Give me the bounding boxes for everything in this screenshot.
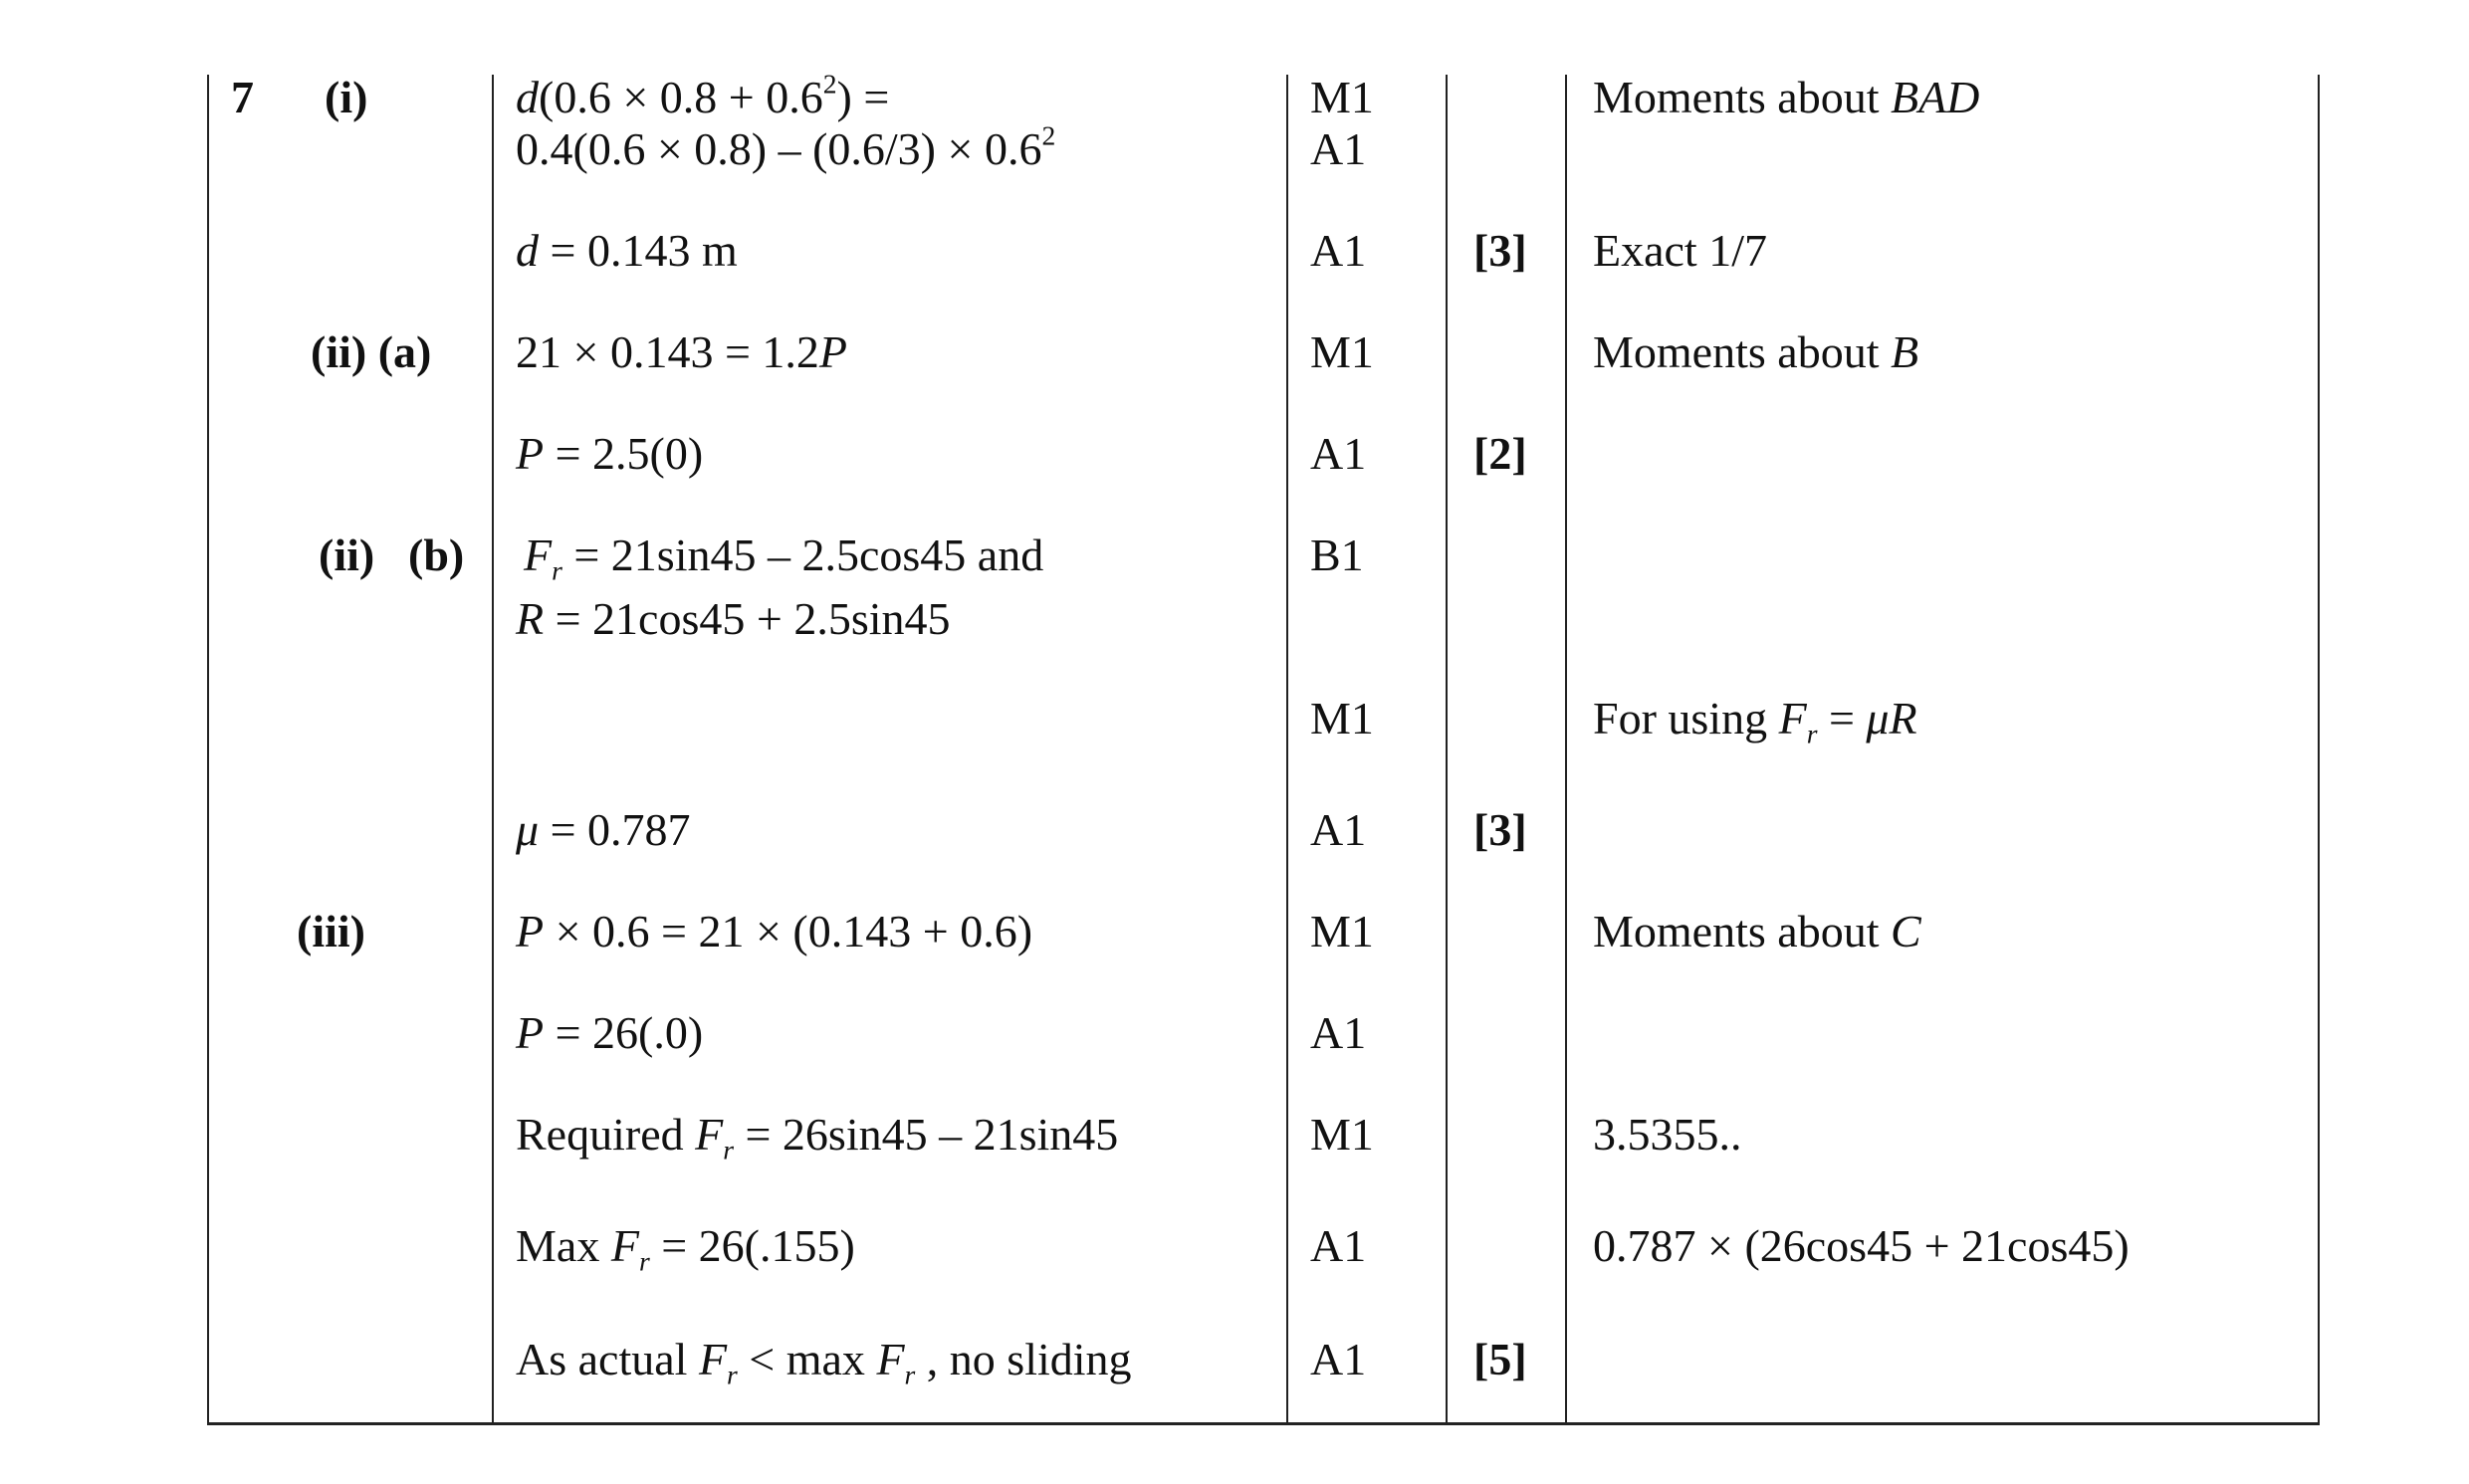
math-expression: = 0.787 bbox=[539, 804, 691, 855]
guidance-note bbox=[1593, 693, 1917, 749]
working-line bbox=[516, 1109, 1119, 1166]
column-divider-working bbox=[492, 75, 494, 1423]
math-expression: ) = bbox=[836, 72, 890, 122]
math-variable: P bbox=[516, 428, 545, 479]
note-text: = bbox=[1817, 693, 1867, 743]
mark-code: A1 bbox=[1310, 123, 1367, 174]
mark-code: A1 bbox=[1310, 225, 1367, 276]
mark-code: B1 bbox=[1310, 530, 1364, 580]
part-label-ii-a: (ii) (a) bbox=[311, 326, 432, 377]
working-line bbox=[516, 428, 703, 480]
math-text: As actual bbox=[516, 1334, 699, 1384]
mark-code: M1 bbox=[1310, 1109, 1374, 1160]
mark-code: M1 bbox=[1310, 326, 1374, 377]
math-text: Required bbox=[516, 1109, 696, 1160]
question-number: 7 bbox=[231, 72, 254, 122]
math-expression: = 0.143 m bbox=[539, 225, 738, 276]
working-line bbox=[524, 530, 1044, 586]
subscript: r bbox=[904, 1359, 916, 1390]
mark-code: A1 bbox=[1310, 1220, 1367, 1271]
math-variable: F bbox=[876, 1334, 905, 1384]
math-text: Max bbox=[516, 1220, 611, 1271]
math-variable: d bbox=[516, 72, 539, 122]
mark-code: A1 bbox=[1310, 1334, 1367, 1384]
math-expression: (0.6 × 0.8 + 0.6 bbox=[539, 72, 823, 122]
subscript: r bbox=[638, 1245, 650, 1277]
math-expression: = 26sin45 – 21sin45 bbox=[733, 1109, 1119, 1160]
part-total: [5] bbox=[1473, 1334, 1527, 1384]
mark-code: M1 bbox=[1310, 906, 1374, 956]
working-line bbox=[516, 1334, 1132, 1390]
working-line bbox=[516, 119, 1056, 175]
math-variable: μ bbox=[516, 804, 540, 855]
part-label-iii: (iii) bbox=[297, 906, 365, 956]
part-label-b: (b) bbox=[408, 530, 465, 580]
subscript: r bbox=[1806, 718, 1818, 749]
mark-code: M1 bbox=[1310, 693, 1374, 743]
math-expression: 21 × 0.143 = 1.2 bbox=[516, 326, 819, 377]
working-line bbox=[516, 804, 691, 856]
exponent: 2 bbox=[1041, 119, 1056, 151]
subscript: r bbox=[727, 1359, 738, 1390]
column-divider-notes bbox=[1565, 75, 1567, 1423]
math-expression: 0.4(0.6 × 0.8) – (0.6/3) × 0.6 bbox=[516, 123, 1042, 174]
guidance-note: 3.5355.. bbox=[1593, 1109, 1742, 1160]
math-variable: P bbox=[516, 906, 545, 956]
table-bottom-border bbox=[207, 1422, 2320, 1425]
math-expression: = 21cos45 + 2.5sin45 bbox=[544, 593, 951, 644]
column-divider-totals bbox=[1446, 75, 1448, 1423]
part-label-i: (i) bbox=[325, 72, 368, 122]
guidance-note: Exact 1/7 bbox=[1593, 225, 1767, 276]
note-text: Moments about bbox=[1593, 906, 1891, 956]
working-line bbox=[516, 906, 1032, 957]
math-variable: BAD bbox=[1890, 72, 1980, 122]
exponent: 2 bbox=[822, 68, 837, 100]
math-variable: F bbox=[524, 530, 553, 580]
math-variable: F bbox=[698, 1334, 728, 1384]
math-expression: , no sliding bbox=[915, 1334, 1132, 1384]
mark-code: A1 bbox=[1310, 1007, 1367, 1058]
part-label-ii: (ii) bbox=[319, 530, 375, 580]
mark-code: A1 bbox=[1310, 804, 1367, 855]
table-left-border bbox=[207, 75, 209, 1423]
math-expression: = 21sin45 – 2.5cos45 and bbox=[561, 530, 1044, 580]
math-expression: = 2.5(0) bbox=[544, 428, 704, 479]
column-divider-marks bbox=[1286, 75, 1288, 1423]
mark-code: M1 bbox=[1310, 72, 1374, 122]
guidance-note bbox=[1593, 906, 1921, 957]
working-line bbox=[516, 326, 847, 378]
math-variable: R bbox=[516, 593, 545, 644]
math-expression: = 26(.0) bbox=[544, 1007, 704, 1058]
subscript: r bbox=[552, 554, 562, 586]
note-text: Moments about bbox=[1593, 326, 1891, 377]
subscript: r bbox=[723, 1134, 734, 1166]
guidance-note: 0.787 × (26cos45 + 21cos45) bbox=[1593, 1220, 2130, 1271]
table-right-border bbox=[2318, 75, 2320, 1423]
math-variable: P bbox=[516, 1007, 545, 1058]
guidance-note bbox=[1593, 326, 1918, 378]
math-variable: F bbox=[1778, 693, 1807, 743]
math-variable: μR bbox=[1866, 693, 1917, 743]
part-total: [2] bbox=[1473, 428, 1527, 479]
note-text: For using bbox=[1593, 693, 1779, 743]
math-expression: = 26(.155) bbox=[649, 1220, 855, 1271]
math-expression: × 0.6 = 21 × (0.143 + 0.6) bbox=[544, 906, 1033, 956]
note-text: Moments about bbox=[1593, 72, 1891, 122]
working-line bbox=[516, 1220, 855, 1277]
working-line bbox=[516, 1007, 703, 1059]
math-variable: P bbox=[818, 326, 847, 377]
math-variable: F bbox=[610, 1220, 639, 1271]
part-total: [3] bbox=[1473, 225, 1527, 276]
working-line bbox=[516, 68, 890, 123]
math-variable: d bbox=[516, 225, 539, 276]
working-line bbox=[516, 225, 738, 277]
guidance-note bbox=[1593, 72, 1979, 123]
math-variable: C bbox=[1890, 906, 1921, 956]
mark-code: A1 bbox=[1310, 428, 1367, 479]
working-line bbox=[516, 593, 951, 645]
math-variable: F bbox=[695, 1109, 724, 1160]
math-variable: B bbox=[1890, 326, 1919, 377]
math-expression: < max bbox=[737, 1334, 877, 1384]
part-total: [3] bbox=[1473, 804, 1527, 855]
